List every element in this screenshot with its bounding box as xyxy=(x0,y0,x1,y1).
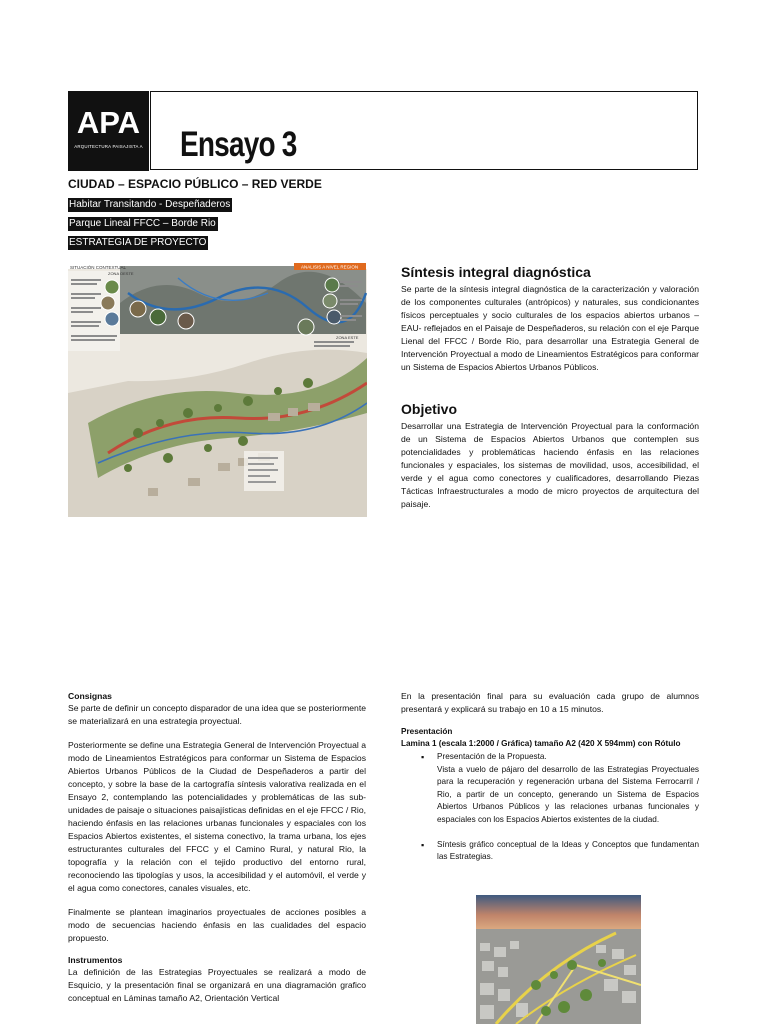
apa-logo xyxy=(68,91,149,171)
strategy-map-figure xyxy=(68,263,367,517)
presentacion-section xyxy=(401,690,699,864)
aerial-render-figure xyxy=(476,895,641,1024)
zone-west-label: ZONA OESTE xyxy=(108,271,134,276)
consignas-p1: Se parte de definir un concepto disparador de una idea que se posteriormente se materializará en una estrategia proyectual. xyxy=(68,703,366,726)
bullet-item-presentacion xyxy=(401,751,699,827)
aerial-render-illustration xyxy=(476,895,641,1024)
objetivo-section xyxy=(401,401,699,511)
figure-label-right: ANALISIS A NIVEL REGION xyxy=(301,264,359,270)
objetivo-body: Desarrollar una Estrategia de Intervención Proyectual para la conformación de un Sistema de Espacios Abiertos Urbanos que contemplen sus potencialidades y problemáticas haciendo énfasis en las relaciones funcionales y espaciales, los sistemas de movilidad, usos, accesibilidad, el verde y el agua como conectores y cualificadores, desarrollando Piezas Tácticas Infraestructurales a modo de micro proyectos de arquitectura del paisaje. xyxy=(401,421,699,509)
presentacion-heading: Presentación xyxy=(401,727,453,736)
consignas-p3: Finalmente se plantean imaginarios proyectuales de acciones posibles a modo de secuencias haciendo énfasis en las cualidades del espacio propuesto. xyxy=(68,907,366,943)
consignas-section xyxy=(68,690,366,1005)
tag-habitar: Habitar Transitando - Despeñaderos xyxy=(69,199,231,210)
bullet-title: Presentación de la Propuesta. xyxy=(437,752,547,761)
figure-label-left: SITUACIÓN CONTEXTUAL xyxy=(70,265,127,270)
tag-estrategia: ESTRATEGIA DE PROYECTO xyxy=(69,237,207,248)
bullet-item-sintesis xyxy=(401,839,699,864)
logo-text: APA xyxy=(76,105,141,140)
tag-parque: Parque Lineal FFCC – Borde Rio xyxy=(69,218,216,229)
title-box xyxy=(150,91,698,170)
sintesis-body: Se parte de la síntesis integral diagnóstica de la caracterización y valoración de los componentes culturales (antrópicos) y naturales, sus condicionantes físicos perceptuales y socio culturales de los espacios abiertos urbanos –EAU- reflejados en el Paisaje de Despeñaderos, su relación con el eje Parque Lienal del FFCC / Borde Rio, para desarrollar una Estrategia General de Intervención Proyectual a modo de Lineamientos Estratégicos para conformar un Sistema de Espacios Abiertos Urbanos Públicos. xyxy=(401,284,699,372)
instrumentos-heading: Instrumentos xyxy=(68,955,123,965)
bullet-icon: ▪ xyxy=(421,752,425,762)
sintesis-section xyxy=(401,264,699,374)
logo-subtext: ARQUITECTURA PAISAJISTA A xyxy=(74,144,143,149)
bullet-icon: ▪ xyxy=(421,839,425,850)
bullet-body: Vista a vuelo de pájaro del desarrollo de las Estrategias Proyectuales para la recuperación y regeneración urbana del Sistema Ferrocarril / Rio, a partir de un concepto, generando un Sistema de Espacios Abiertos Urbanos Públicos y las relaciones urbanas funcionales y espaciales con los Espacios Abiertos existentes de la ciudad. xyxy=(437,764,699,824)
presentacion-intro: En la presentación final para su evaluación cada grupo de alumnos presentará y explicará su trabajo en 10 a 15 minutos. xyxy=(401,691,699,714)
instrumentos-body: La definición de las Estrategias Proyectuales se realizará a modo de Esquicio, y la presentación final se organizará en una diagramación grafico conceptual en Láminas tamaño A2, Orientación Vertical xyxy=(68,967,366,1003)
strategy-map-illustration xyxy=(68,263,367,517)
consignas-p2: Posteriormente se define una Estrategia General de Intervención Proyectual a modo de Lineamientos Estratégicos para conformar un Sistema de Espacios Abiertos Urbanos Públicos de la Ciudad de Despeñaderos a partir del concepto, y sobre la base de la cartografía síntesis valorativa realizada en el Ensayo 2, contemplando las potencialidades y problemáticas de las sub-unidades de paisaje o situaciones paisajísticas definidas en el eje FFCC / Rio, haciendo énfasis en las relaciones urbanas funcionales y espaciales con los Espacios Abiertos existentes, el sistema conectivo, la trama urbana, los ejes estructurantes culturales del FFCC y el Camino Rural, y natural Rio, la topografía y la relación con el tejido productivo del entorno rural, reconociendo las tipologías y usos, la accesibilidad y el automóvil, el verde y el agua como conectores, canales visuales, etc. xyxy=(68,740,366,893)
bullet-body: Síntesis gráfico conceptual de la Ideas y Conceptos que fundamentan las Estrategias. xyxy=(437,839,699,862)
consignas-heading: Consignas xyxy=(68,691,112,701)
page-title: Ensayo 3 xyxy=(180,125,297,164)
lamina-spec: Lamina 1 (escala 1:2000 / Gráfica) tamaño A2 (420 X 594mm) con Rótulo xyxy=(401,739,681,748)
zone-east-label: ZONA ESTE xyxy=(336,335,359,340)
page-subtitle: CIUDAD – ESPACIO PÚBLICO – RED VERDE xyxy=(68,177,322,191)
sintesis-heading: Síntesis integral diagnóstica xyxy=(401,264,591,280)
objetivo-heading: Objetivo xyxy=(401,401,458,417)
